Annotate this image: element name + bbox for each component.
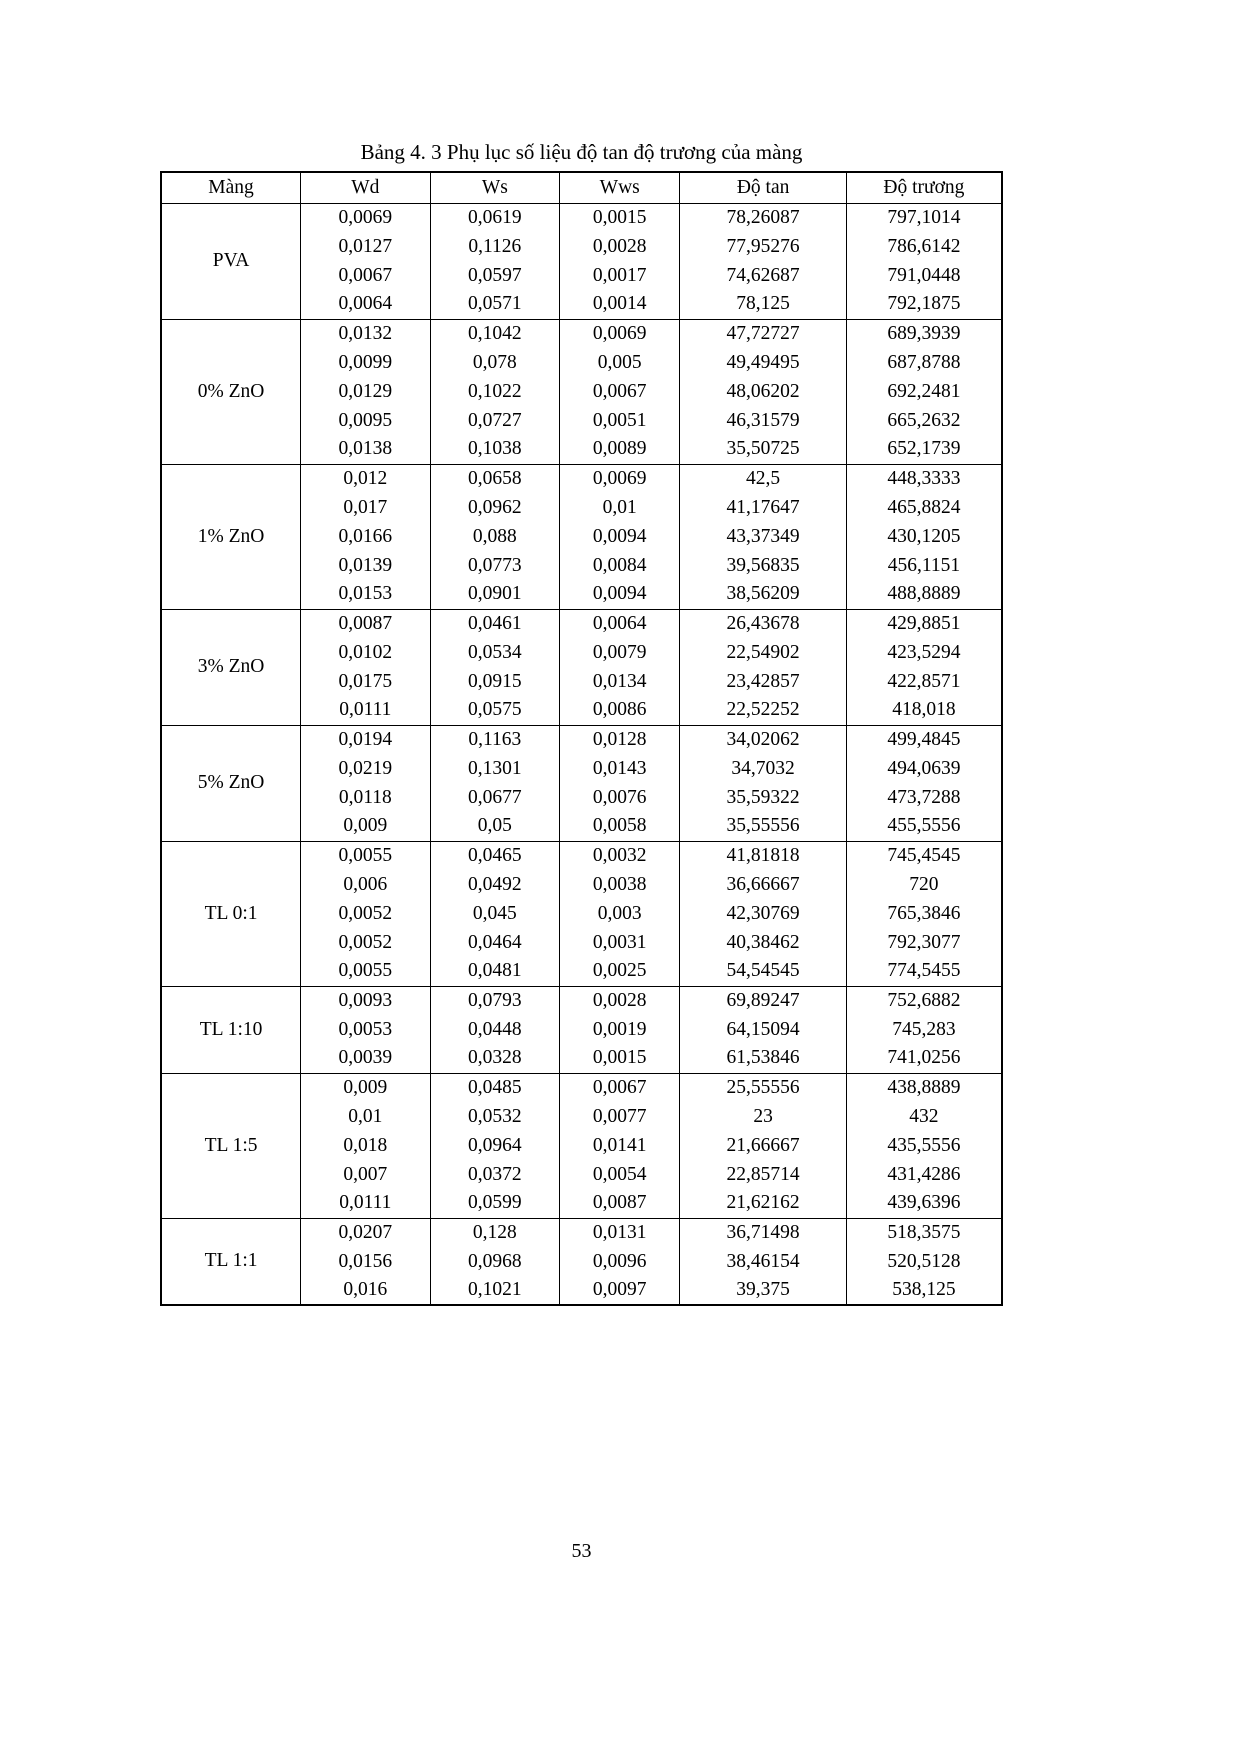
table-cell: 0,0127 <box>301 232 431 261</box>
table-cell: 35,55556 <box>680 812 847 841</box>
table-cell: 22,85714 <box>680 1160 847 1189</box>
table-cell: 0,0328 <box>430 1044 560 1073</box>
table-cell: 0,0095 <box>301 406 431 435</box>
table-cell: 0,0093 <box>301 986 431 1015</box>
table-caption: Bảng 4. 3 Phụ lục số liệu độ tan độ trương của màng <box>360 140 803 164</box>
table-cell: 520,5128 <box>846 1247 1002 1276</box>
column-header: Wd <box>301 172 431 203</box>
table-cell: 499,4845 <box>846 725 1002 754</box>
table-cell: 0,0055 <box>301 957 431 986</box>
table-cell: 431,4286 <box>846 1160 1002 1189</box>
table-header-row <box>161 172 1002 203</box>
table-cell: 0,0055 <box>301 841 431 870</box>
table-cell: 0,0534 <box>430 638 560 667</box>
table-cell: 0,1038 <box>430 435 560 464</box>
group-label: TL 1:1 <box>161 1218 301 1305</box>
table-cell: 36,71498 <box>680 1218 847 1247</box>
data-table <box>160 171 1003 1306</box>
table-cell: 0,0597 <box>430 261 560 290</box>
table-cell: 0,0028 <box>560 232 680 261</box>
table-cell: 745,4545 <box>846 841 1002 870</box>
table-row <box>161 725 1002 754</box>
table-cell: 652,1739 <box>846 435 1002 464</box>
table-cell: 0,0087 <box>301 609 431 638</box>
table-cell: 0,0658 <box>430 464 560 493</box>
table-cell: 0,0962 <box>430 493 560 522</box>
table-cell: 43,37349 <box>680 522 847 551</box>
table-cell: 0,0064 <box>301 290 431 319</box>
table-cell: 38,56209 <box>680 580 847 609</box>
table-cell: 34,7032 <box>680 754 847 783</box>
table-cell: 720 <box>846 870 1002 899</box>
table-cell: 429,8851 <box>846 609 1002 638</box>
table-cell: 0,0097 <box>560 1276 680 1305</box>
table-cell: 473,7288 <box>846 783 1002 812</box>
table-cell: 41,17647 <box>680 493 847 522</box>
table-cell: 456,1151 <box>846 551 1002 580</box>
table-cell: 0,0207 <box>301 1218 431 1247</box>
table-cell: 518,3575 <box>846 1218 1002 1247</box>
table-row <box>161 986 1002 1015</box>
group-label: 1% ZnO <box>161 464 301 609</box>
table-cell: 792,3077 <box>846 928 1002 957</box>
table-row <box>161 841 1002 870</box>
table-cell: 0,0153 <box>301 580 431 609</box>
table-cell: 69,89247 <box>680 986 847 1015</box>
table-cell: 0,0094 <box>560 522 680 551</box>
table-cell: 0,0118 <box>301 783 431 812</box>
table-cell: 0,0014 <box>560 290 680 319</box>
table-cell: 0,005 <box>560 348 680 377</box>
table-cell: 792,1875 <box>846 290 1002 319</box>
document-page <box>160 140 1003 1306</box>
table-cell: 0,05 <box>430 812 560 841</box>
table-cell: 47,72727 <box>680 319 847 348</box>
table-cell: 0,016 <box>301 1276 431 1305</box>
group-label: TL 1:10 <box>161 986 301 1073</box>
table-cell: 0,1021 <box>430 1276 560 1305</box>
table-cell: 77,95276 <box>680 232 847 261</box>
table-cell: 0,018 <box>301 1131 431 1160</box>
table-cell: 0,0019 <box>560 1015 680 1044</box>
group-label: PVA <box>161 203 301 319</box>
table-cell: 0,0087 <box>560 1189 680 1218</box>
table-cell: 41,81818 <box>680 841 847 870</box>
table-cell: 39,375 <box>680 1276 847 1305</box>
table-cell: 0,0599 <box>430 1189 560 1218</box>
table-cell: 0,0015 <box>560 203 680 232</box>
table-cell: 0,0077 <box>560 1102 680 1131</box>
table-cell: 0,0051 <box>560 406 680 435</box>
table-cell: 448,3333 <box>846 464 1002 493</box>
table-cell: 435,5556 <box>846 1131 1002 1160</box>
table-cell: 35,50725 <box>680 435 847 464</box>
table-cell: 0,0067 <box>301 261 431 290</box>
table-cell: 665,2632 <box>846 406 1002 435</box>
group-label: TL 0:1 <box>161 841 301 986</box>
table-cell: 0,0031 <box>560 928 680 957</box>
table-cell: 22,52252 <box>680 696 847 725</box>
table-cell: 0,0067 <box>560 1073 680 1102</box>
table-cell: 0,0038 <box>560 870 680 899</box>
table-cell: 0,0156 <box>301 1247 431 1276</box>
table-cell: 35,59322 <box>680 783 847 812</box>
table-cell: 0,0039 <box>301 1044 431 1073</box>
table-cell: 0,0481 <box>430 957 560 986</box>
table-cell: 0,0096 <box>560 1247 680 1276</box>
table-cell: 38,46154 <box>680 1247 847 1276</box>
table-cell: 0,0461 <box>430 609 560 638</box>
table-cell: 494,0639 <box>846 754 1002 783</box>
table-cell: 0,0915 <box>430 667 560 696</box>
table-cell: 0,0069 <box>560 464 680 493</box>
table-row <box>161 609 1002 638</box>
table-cell: 25,55556 <box>680 1073 847 1102</box>
table-cell: 0,0219 <box>301 754 431 783</box>
table-cell: 692,2481 <box>846 377 1002 406</box>
table-cell: 0,0032 <box>560 841 680 870</box>
table-cell: 0,1163 <box>430 725 560 754</box>
table-cell: 0,0129 <box>301 377 431 406</box>
table-cell: 0,006 <box>301 870 431 899</box>
table-cell: 423,5294 <box>846 638 1002 667</box>
table-cell: 689,3939 <box>846 319 1002 348</box>
table-cell: 430,1205 <box>846 522 1002 551</box>
table-cell: 0,007 <box>301 1160 431 1189</box>
table-cell: 64,15094 <box>680 1015 847 1044</box>
table-cell: 78,26087 <box>680 203 847 232</box>
table-cell: 0,0079 <box>560 638 680 667</box>
table-cell: 23,42857 <box>680 667 847 696</box>
table-cell: 0,0968 <box>430 1247 560 1276</box>
table-cell: 0,0175 <box>301 667 431 696</box>
column-header: Wws <box>560 172 680 203</box>
table-cell: 0,0111 <box>301 1189 431 1218</box>
page-number: 53 <box>571 1540 592 1562</box>
table-cell: 0,0619 <box>430 203 560 232</box>
table-cell: 791,0448 <box>846 261 1002 290</box>
table-cell: 0,0111 <box>301 696 431 725</box>
table-cell: 0,0141 <box>560 1131 680 1160</box>
table-cell: 0,0076 <box>560 783 680 812</box>
table-cell: 0,0727 <box>430 406 560 435</box>
table-cell: 0,128 <box>430 1218 560 1247</box>
table-cell: 0,009 <box>301 812 431 841</box>
table-cell: 42,5 <box>680 464 847 493</box>
table-body <box>161 203 1002 1305</box>
table-cell: 439,6396 <box>846 1189 1002 1218</box>
column-header: Độ trương <box>846 172 1002 203</box>
table-cell: 0,0143 <box>560 754 680 783</box>
table-cell: 0,0064 <box>560 609 680 638</box>
table-row <box>161 1073 1002 1102</box>
table-cell: 438,8889 <box>846 1073 1002 1102</box>
table-row <box>161 203 1002 232</box>
table-cell: 0,0054 <box>560 1160 680 1189</box>
table-row <box>161 464 1002 493</box>
table-cell: 745,283 <box>846 1015 1002 1044</box>
table-cell: 786,6142 <box>846 232 1002 261</box>
table-cell: 0,0052 <box>301 928 431 957</box>
table-cell: 488,8889 <box>846 580 1002 609</box>
table-cell: 0,0069 <box>560 319 680 348</box>
group-label: 3% ZnO <box>161 609 301 725</box>
table-cell: 40,38462 <box>680 928 847 957</box>
table-cell: 0,0677 <box>430 783 560 812</box>
table-cell: 752,6882 <box>846 986 1002 1015</box>
table-cell: 74,62687 <box>680 261 847 290</box>
table-cell: 0,0964 <box>430 1131 560 1160</box>
table-cell: 0,0485 <box>430 1073 560 1102</box>
table-cell: 0,0099 <box>301 348 431 377</box>
table-cell: 0,0086 <box>560 696 680 725</box>
group-label: 5% ZnO <box>161 725 301 841</box>
column-header: Độ tan <box>680 172 847 203</box>
table-cell: 0,0067 <box>560 377 680 406</box>
table-cell: 23 <box>680 1102 847 1131</box>
table-cell: 0,01 <box>301 1102 431 1131</box>
table-cell: 741,0256 <box>846 1044 1002 1073</box>
table-cell: 0,0017 <box>560 261 680 290</box>
table-cell: 0,017 <box>301 493 431 522</box>
table-cell: 0,0052 <box>301 899 431 928</box>
table-cell: 0,1126 <box>430 232 560 261</box>
table-cell: 0,0492 <box>430 870 560 899</box>
table-cell: 0,0464 <box>430 928 560 957</box>
table-cell: 78,125 <box>680 290 847 319</box>
table-cell: 0,0571 <box>430 290 560 319</box>
table-cell: 0,088 <box>430 522 560 551</box>
group-label: 0% ZnO <box>161 319 301 464</box>
table-cell: 49,49495 <box>680 348 847 377</box>
table-cell: 0,0128 <box>560 725 680 754</box>
table-cell: 36,66667 <box>680 870 847 899</box>
table-cell: 455,5556 <box>846 812 1002 841</box>
table-cell: 0,0901 <box>430 580 560 609</box>
table-cell: 0,0532 <box>430 1102 560 1131</box>
table-cell: 22,54902 <box>680 638 847 667</box>
table-cell: 0,0773 <box>430 551 560 580</box>
table-cell: 0,01 <box>560 493 680 522</box>
table-cell: 774,5455 <box>846 957 1002 986</box>
table-cell: 538,125 <box>846 1276 1002 1305</box>
table-cell: 42,30769 <box>680 899 847 928</box>
table-cell: 61,53846 <box>680 1044 847 1073</box>
table-cell: 0,0793 <box>430 986 560 1015</box>
table-cell: 687,8788 <box>846 348 1002 377</box>
column-header: Ws <box>430 172 560 203</box>
table-cell: 0,078 <box>430 348 560 377</box>
table-cell: 0,0139 <box>301 551 431 580</box>
group-label: TL 1:5 <box>161 1073 301 1218</box>
table-cell: 0,012 <box>301 464 431 493</box>
table-cell: 0,1022 <box>430 377 560 406</box>
table-cell: 0,0058 <box>560 812 680 841</box>
table-cell: 39,56835 <box>680 551 847 580</box>
table-cell: 0,0084 <box>560 551 680 580</box>
table-cell: 0,0089 <box>560 435 680 464</box>
table-cell: 797,1014 <box>846 203 1002 232</box>
table-cell: 765,3846 <box>846 899 1002 928</box>
table-cell: 26,43678 <box>680 609 847 638</box>
table-cell: 0,0138 <box>301 435 431 464</box>
table-cell: 0,0166 <box>301 522 431 551</box>
table-cell: 0,0102 <box>301 638 431 667</box>
table-cell: 0,1301 <box>430 754 560 783</box>
table-cell: 465,8824 <box>846 493 1002 522</box>
table-cell: 0,0025 <box>560 957 680 986</box>
table-cell: 21,62162 <box>680 1189 847 1218</box>
table-cell: 0,0015 <box>560 1044 680 1073</box>
table-cell: 0,0131 <box>560 1218 680 1247</box>
table-cell: 0,045 <box>430 899 560 928</box>
column-header: Màng <box>161 172 301 203</box>
table-cell: 0,0465 <box>430 841 560 870</box>
table-cell: 0,009 <box>301 1073 431 1102</box>
table-cell: 0,0194 <box>301 725 431 754</box>
table-cell: 432 <box>846 1102 1002 1131</box>
table-cell: 0,0372 <box>430 1160 560 1189</box>
table-cell: 54,54545 <box>680 957 847 986</box>
table-cell: 0,003 <box>560 899 680 928</box>
table-cell: 46,31579 <box>680 406 847 435</box>
table-cell: 21,66667 <box>680 1131 847 1160</box>
table-cell: 0,1042 <box>430 319 560 348</box>
table-cell: 0,0134 <box>560 667 680 696</box>
table-row <box>161 319 1002 348</box>
table-cell: 0,0132 <box>301 319 431 348</box>
table-row <box>161 1218 1002 1247</box>
table-cell: 0,0094 <box>560 580 680 609</box>
table-cell: 418,018 <box>846 696 1002 725</box>
table-cell: 0,0575 <box>430 696 560 725</box>
table-cell: 422,8571 <box>846 667 1002 696</box>
table-cell: 0,0028 <box>560 986 680 1015</box>
table-cell: 0,0053 <box>301 1015 431 1044</box>
table-cell: 48,06202 <box>680 377 847 406</box>
table-cell: 0,0448 <box>430 1015 560 1044</box>
table-cell: 34,02062 <box>680 725 847 754</box>
table-cell: 0,0069 <box>301 203 431 232</box>
